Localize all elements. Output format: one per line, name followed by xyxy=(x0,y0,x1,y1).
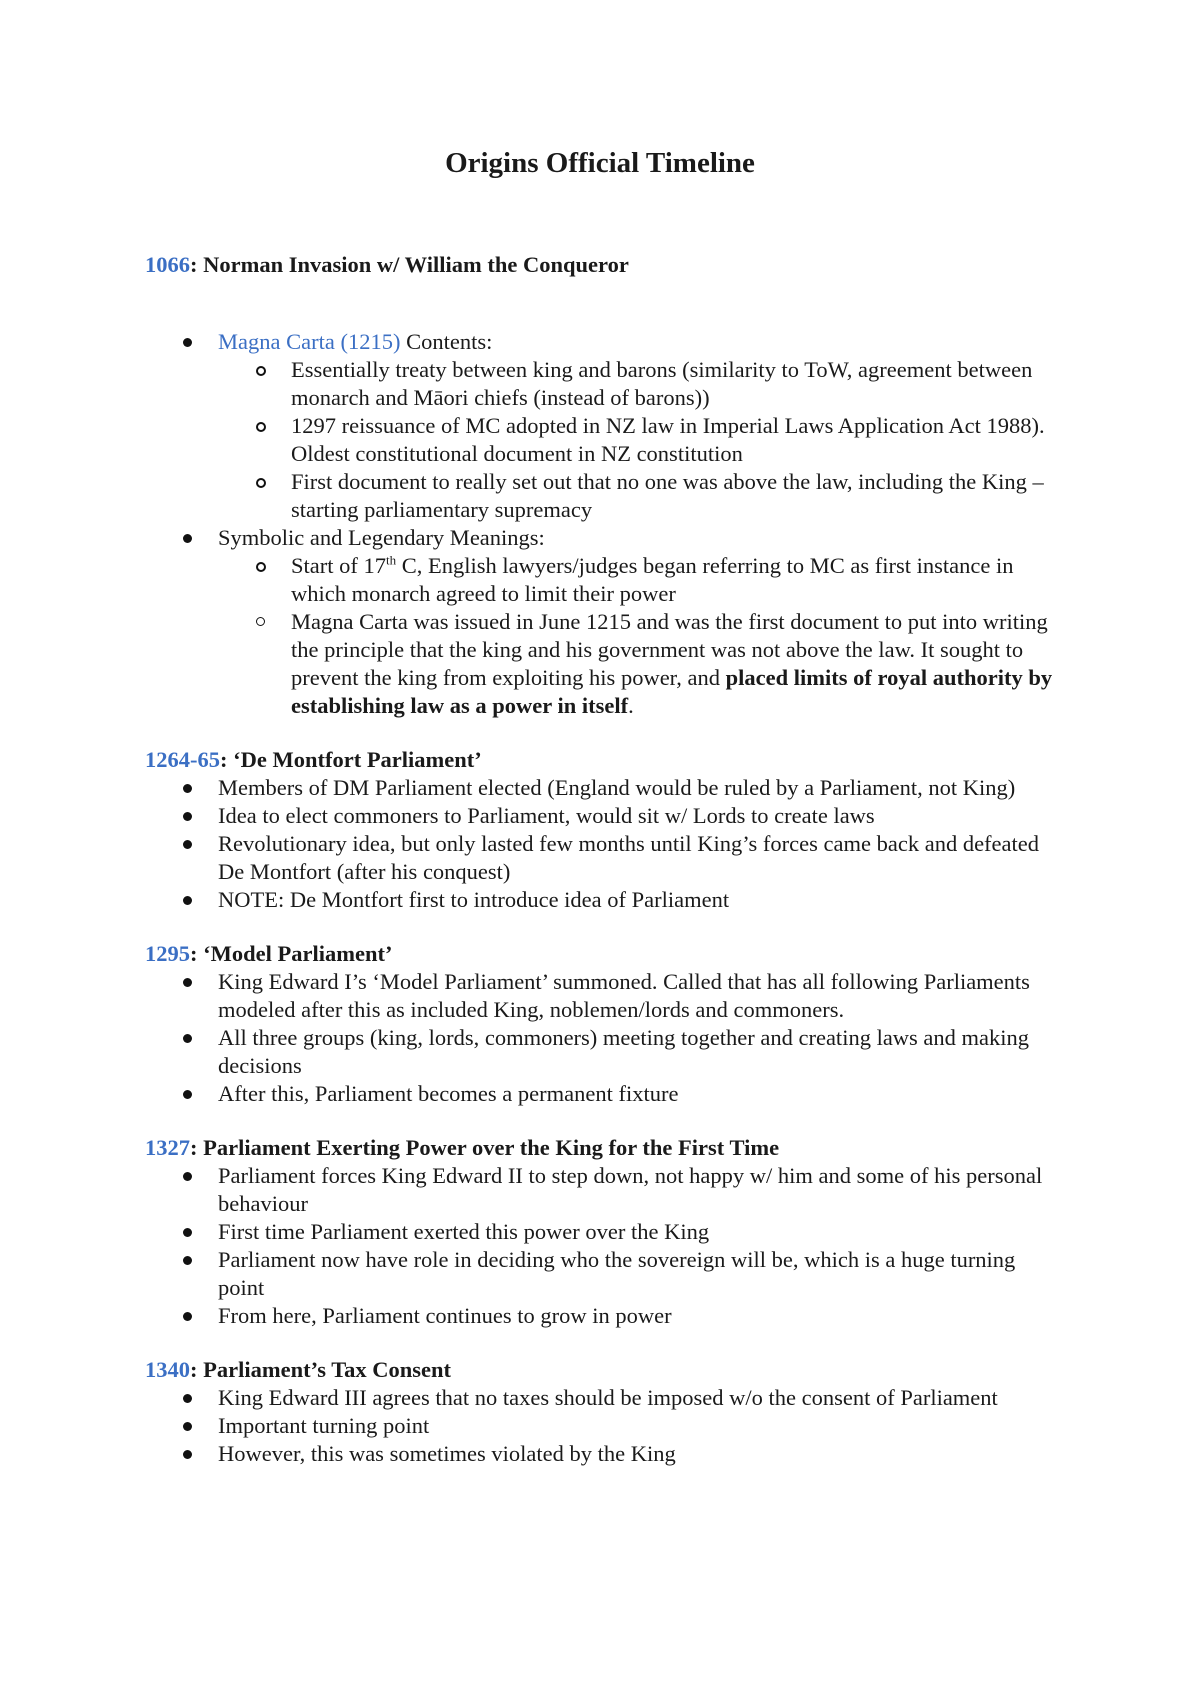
section-1340-header xyxy=(145,1356,1060,1384)
list-item-text: Revolutionary idea, but only lasted few months until King’s forces came back and defeated De Montfort (after his conquest) xyxy=(218,831,1040,884)
list-item-text: All three groups (king, lords, commoners) meeting together and creating laws and making decisions xyxy=(218,1025,1030,1078)
bullet-icon xyxy=(183,1422,192,1431)
subitem-text: Essentially treaty between king and barons (similarity to ToW, agreement between monarch and Māori chiefs (instead of barons)) xyxy=(291,357,1033,410)
year-1340: 1340 xyxy=(145,1357,190,1382)
year-1295: 1295 xyxy=(145,941,190,966)
subitem-text: Magna Carta was issued in June 1215 and was the first document to put into writing the principle that the king and his government was not above the law. It sought to prevent the king from exploiting his power, and xyxy=(291,609,1048,690)
list-item-text: King Edward I’s ‘Model Parliament’ summoned. Called that has all following Parliaments modeled after this as included King, noblemen/lords and commoners. xyxy=(218,969,1030,1022)
circle-bullet-icon xyxy=(256,478,266,488)
year-1327: 1327 xyxy=(145,1135,190,1160)
emphasis-text: placed limits of royal authority by establishing law as a power in itself xyxy=(291,665,1053,718)
circle-bullet-icon xyxy=(256,422,266,432)
list-item-text: Important turning point xyxy=(218,1413,430,1438)
list-item xyxy=(145,1080,1060,1108)
section-1295-heading: ‘Model Parliament’ xyxy=(203,941,393,966)
bullet-icon xyxy=(183,840,192,849)
list-item-text: Parliament now have role in deciding who the sovereign will be, which is a huge turning point xyxy=(218,1247,1016,1300)
list-subitem xyxy=(145,356,1060,412)
bullet-icon xyxy=(183,1090,192,1099)
list-item xyxy=(145,1246,1060,1302)
list-item xyxy=(145,1384,1060,1412)
section-1295-header xyxy=(145,940,1060,968)
section-1066-heading: Norman Invasion w/ William the Conqueror xyxy=(203,252,629,277)
list-item xyxy=(145,1302,1060,1330)
list-item xyxy=(145,1440,1060,1468)
bullet-icon xyxy=(183,1312,192,1321)
list-item-text: Parliament forces King Edward II to step down, not happy w/ him and some of his personal behaviour xyxy=(218,1163,1043,1216)
list-item-symbolic xyxy=(145,524,1060,552)
list-item-text: From here, Parliament continues to grow in power xyxy=(218,1303,672,1328)
document-title: Origins Official Timeline xyxy=(445,147,755,179)
header-sep: : xyxy=(190,941,204,966)
bullet-icon xyxy=(183,1172,192,1181)
subitem-text-cont: C, English lawyers/judges began referring to MC as first instance in which monarch agreed to limit their power xyxy=(291,553,1014,606)
bullet-icon xyxy=(183,534,192,543)
list-subitem xyxy=(145,552,1060,608)
bullet-icon xyxy=(183,1256,192,1265)
header-sep: : xyxy=(190,252,204,277)
section-1264-header xyxy=(145,746,1060,774)
bullet-icon xyxy=(183,896,192,905)
section-1327-heading: Parliament Exerting Power over the King for the First Time xyxy=(203,1135,780,1160)
section-1264-heading: ‘De Montfort Parliament’ xyxy=(233,747,482,772)
header-sep: : xyxy=(220,747,234,772)
list-item xyxy=(145,830,1060,886)
magna-carta-rest: Contents: xyxy=(400,329,493,354)
list-item xyxy=(145,1218,1060,1246)
subitem-text: First document to really set out that no one was above the law, including the King – starting parliamentary supremacy xyxy=(291,469,1044,522)
bullet-icon xyxy=(183,784,192,793)
list-item xyxy=(145,1024,1060,1080)
list-item xyxy=(145,1412,1060,1440)
bullet-icon xyxy=(183,812,192,821)
circle-bullet-icon xyxy=(256,617,265,626)
bullet-icon xyxy=(183,1450,192,1459)
list-item xyxy=(145,968,1060,1024)
subitem-text: Start of 17 xyxy=(291,553,386,578)
list-item-text: King Edward III agrees that no taxes should be imposed w/o the consent of Parliament xyxy=(218,1385,998,1410)
list-item-text: First time Parliament exerted this power over the King xyxy=(218,1219,710,1244)
list-item-text: Members of DM Parliament elected (England would be ruled by a Parliament, not King) xyxy=(218,775,1016,800)
subitem-text: 1297 reissuance of MC adopted in NZ law in Imperial Laws Application Act 1988). Oldest constitutional document in NZ constitution xyxy=(291,413,1045,466)
list-item xyxy=(145,774,1060,802)
year-1066: 1066 xyxy=(145,252,190,277)
bullet-icon xyxy=(183,978,192,987)
bullet-icon xyxy=(183,338,192,347)
list-item xyxy=(145,802,1060,830)
subitem-end: . xyxy=(628,693,634,718)
list-subitem xyxy=(145,468,1060,524)
list-subitem xyxy=(145,412,1060,468)
superscript: th xyxy=(386,552,397,568)
circle-bullet-icon xyxy=(256,366,266,376)
list-item-text: Idea to elect commoners to Parliament, would sit w/ Lords to create laws xyxy=(218,803,875,828)
list-item-magna-carta xyxy=(145,328,1060,356)
list-item xyxy=(145,1162,1060,1218)
magna-carta-label: Magna Carta (1215) xyxy=(218,329,401,354)
list-item-text: NOTE: De Montfort first to introduce idea of Parliament xyxy=(218,887,730,912)
list-item xyxy=(145,886,1060,914)
header-sep: : xyxy=(190,1357,204,1382)
bullet-icon xyxy=(183,1034,192,1043)
list-item-text: After this, Parliament becomes a permanent fixture xyxy=(218,1081,679,1106)
bullet-icon xyxy=(183,1394,192,1403)
symbolic-label: Symbolic and Legendary Meanings: xyxy=(218,525,545,550)
section-1327-header xyxy=(145,1134,1060,1162)
list-item-text: However, this was sometimes violated by the King xyxy=(218,1441,676,1466)
header-sep: : xyxy=(190,1135,204,1160)
timeline-content xyxy=(145,251,1060,1468)
bullet-icon xyxy=(183,1228,192,1237)
section-1340-heading: Parliament’s Tax Consent xyxy=(203,1357,452,1382)
section-1066-header xyxy=(145,251,1060,279)
circle-bullet-icon xyxy=(256,562,266,572)
list-subitem xyxy=(145,608,1060,720)
year-1264: 1264-65 xyxy=(145,747,220,772)
